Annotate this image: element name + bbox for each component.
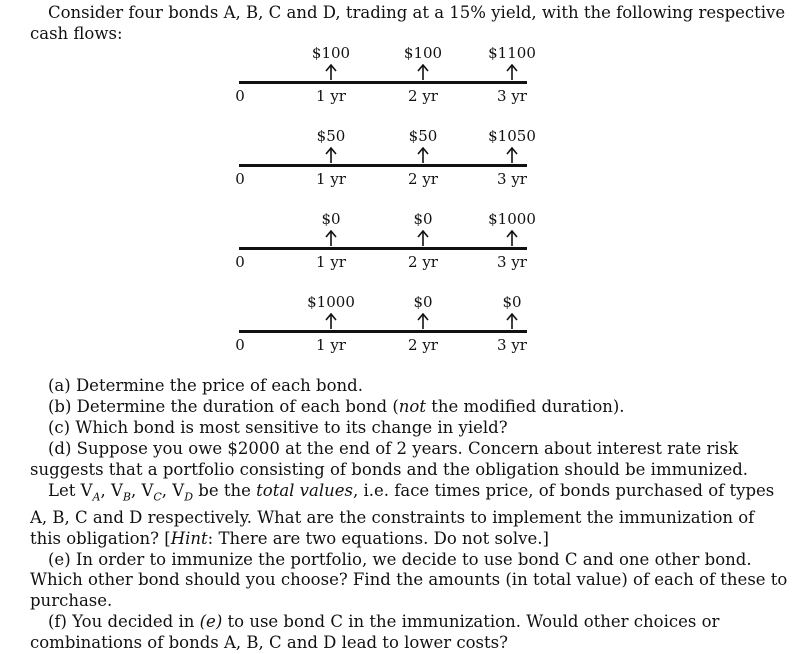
up-arrow-icon (505, 230, 519, 246)
up-arrow-icon (505, 147, 519, 163)
cash-flow-label: $0 (502, 293, 522, 311)
question-f-emphasis: (e) (199, 612, 223, 632)
question-d2-post: , i.e. face times price, of bonds purchased of types A, B, C and D respectively. What are the constraints to implement the immunization of this obligation? [ (30, 480, 775, 548)
question-b-text-end: the modified duration). (425, 396, 625, 416)
up-arrow-icon (324, 230, 338, 246)
cash-flow-label: $1000 (307, 293, 355, 311)
question-b-text: (b) Determine the duration of each bond ( (48, 396, 399, 416)
question-b-emphasis: not (398, 396, 426, 416)
question-d2-end: : There are two equations. Do not solve.] (207, 528, 549, 548)
year-label: 3 yr (497, 253, 527, 271)
timeline-bond-c (0, 210, 805, 292)
cash-flow-label: $50 (408, 127, 438, 145)
question-c: (c) Which bond is most sensitive to its change in yield? (48, 417, 508, 437)
intro-paragraph: Consider four bonds A, B, C and D, trading at a 15% yield, with the following respective cash flows: (30, 3, 786, 43)
up-arrow-icon (505, 64, 519, 80)
time-zero-label: 0 (235, 87, 245, 105)
timeline-bond-a (0, 44, 805, 126)
question-a: (a) Determine the price of each bond. (48, 376, 363, 395)
year-label: 2 yr (408, 253, 438, 271)
time-zero-label: 0 (235, 336, 245, 354)
year-label: 1 yr (316, 336, 346, 354)
cash-flow-label: $1100 (488, 44, 536, 62)
year-label: 2 yr (408, 170, 438, 188)
up-arrow-icon (416, 230, 430, 246)
question-d2-emphasis: total values (256, 480, 353, 500)
cash-flow-label: $0 (413, 210, 433, 228)
question-d2-hint: Hint (170, 528, 208, 548)
cash-flow-label: $0 (321, 210, 341, 228)
question-d: (d) Suppose you owe $2000 at the end of 2 years. Concern about interest rate risk suggests that a portfolio consisting of bonds and the obligation should be immunized. (30, 438, 749, 479)
up-arrow-icon (416, 147, 430, 163)
cash-flow-label: $1050 (488, 127, 536, 145)
question-b (30, 397, 790, 418)
question-f (30, 612, 790, 654)
question-f-text-end: to use bond C in the immunization. Would other choices or combinations of bonds A, B, C and D lead to lower costs? (30, 612, 720, 653)
question-d2-text: Let V (48, 480, 93, 500)
year-label: 3 yr (497, 170, 527, 188)
cash-flow-label: $0 (413, 293, 433, 311)
question-e: (e) In order to immunize the portfolio, we decide to use bond C and one other bond. Which other bond should you choose? Find the amounts (in total value) of each of these to purchase. (30, 549, 788, 611)
question-f-text: (f) You decided in (48, 612, 200, 632)
year-label: 3 yr (497, 336, 527, 354)
year-label: 1 yr (316, 253, 346, 271)
year-label: 1 yr (316, 170, 346, 188)
cash-flow-label: $100 (311, 44, 351, 62)
timeline-axis (239, 164, 527, 167)
up-arrow-icon (324, 64, 338, 80)
up-arrow-icon (505, 313, 519, 329)
year-label: 3 yr (497, 87, 527, 105)
question-d-continued: Let $V_A$, $V_B$, $V_C$, $V_D$ be the total values, i.e. face times price, of bonds purchased of types A, B, C and D respectively. What are the constraints to implement the immunization of this obligation? [Hint: There are two equations. Do not solve.] (30, 480, 775, 548)
timeline-axis (239, 247, 527, 250)
up-arrow-icon (416, 64, 430, 80)
question-d2-mid: be the (193, 480, 257, 500)
year-label: 2 yr (408, 336, 438, 354)
cash-flow-label: $50 (316, 127, 346, 145)
up-arrow-icon (416, 313, 430, 329)
year-label: 2 yr (408, 87, 438, 105)
timeline-axis (239, 330, 527, 333)
question-d2-sep: , V (100, 480, 123, 500)
cash-flow-label: $100 (403, 44, 443, 62)
up-arrow-icon (324, 147, 338, 163)
time-zero-label: 0 (235, 253, 245, 271)
timeline-bond-b (0, 127, 805, 209)
timeline-axis (239, 81, 527, 84)
question-list (30, 376, 790, 654)
timeline-bond-d (0, 293, 805, 375)
time-zero-label: 0 (235, 170, 245, 188)
up-arrow-icon (324, 313, 338, 329)
year-label: 1 yr (316, 87, 346, 105)
cash-flow-label: $1000 (488, 210, 536, 228)
